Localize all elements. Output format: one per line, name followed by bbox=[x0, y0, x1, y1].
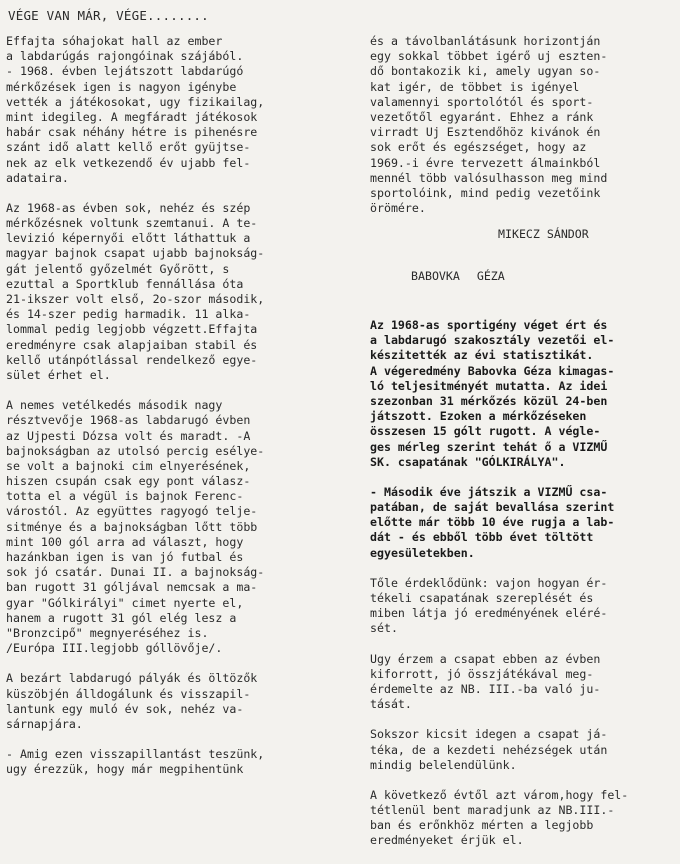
text-line: - Második éve játszik a VIZMŰ csa- bbox=[370, 484, 608, 499]
text-line: patában, de saját bevallása szerint bbox=[370, 500, 615, 515]
text-line: Ugy érzem a csapat ebben az évben bbox=[370, 651, 601, 666]
text-line: habár csak néhány hétre is pihenésre bbox=[6, 125, 258, 140]
text-line: ló teljesitményét mutatta. Az idei bbox=[370, 378, 608, 393]
text-line: résztvevője 1968-as labdarugó évben bbox=[6, 413, 251, 428]
text-line: hanem a rugott 31 gól elég lesz a bbox=[6, 610, 237, 625]
text-line: nek az elk vetkezendő év ujabb fel- bbox=[6, 155, 251, 170]
text-line: ezuttal a Sportklub fennállása óta bbox=[6, 276, 244, 291]
text-line: mindig belelendülünk. bbox=[370, 757, 517, 772]
text-line: egyesületekben. bbox=[370, 545, 475, 560]
paragraph bbox=[6, 671, 336, 732]
text-line: vezetőtől egyaránt. Ehhez a ránk bbox=[370, 109, 594, 124]
text-line: virradt Uj Esztendőhöz kivánok én bbox=[370, 125, 601, 140]
text-line: készitették az évi statisztikát. bbox=[370, 348, 594, 363]
text-line: - 1968. évben lejátszott labdarúgó bbox=[6, 64, 244, 79]
text-line: eredményeket érjük el. bbox=[370, 833, 524, 848]
text-line: szezonban 31 mérkőzés közül 24-ben bbox=[370, 393, 608, 408]
text-line: tását. bbox=[370, 697, 412, 712]
text-line: kellő utánpótlással rendelkező egye- bbox=[6, 352, 258, 367]
text-line: gát jelentő győzelmét Győrött, s bbox=[6, 261, 230, 276]
text-line: és a távolbanlátásunk horizontján bbox=[370, 34, 601, 48]
text-line: mennél több valósulhasson meg mind bbox=[370, 170, 608, 185]
text-line: kiforrott, jó összjátékával meg- bbox=[370, 666, 594, 681]
text-line: adataira. bbox=[6, 170, 69, 185]
right-column-bottom bbox=[370, 318, 675, 864]
text-line: tékeli csapatának szereplését és bbox=[370, 591, 594, 605]
text-line: sok erőt és egészséget, hogy az bbox=[370, 140, 587, 155]
paragraph bbox=[6, 398, 336, 656]
text-line: mint 100 gól arra ad választ, hogy bbox=[6, 534, 244, 549]
text-line: se volt a bajnoki cim elnyerésének, bbox=[6, 458, 251, 473]
text-line: "Bronzcipő" megnyeréséhez is. bbox=[6, 625, 209, 640]
text-line: vették a játékosokat, ugy fizikailag, bbox=[6, 94, 265, 109]
text-line: - Amig ezen visszapillantást teszünk, bbox=[6, 747, 265, 762]
text-line: téka, de a kezdeti nehézségek után bbox=[370, 742, 608, 757]
text-line: a labdarúgás rajongóinak szájából. bbox=[6, 49, 244, 64]
paragraph bbox=[370, 485, 675, 561]
paragraph bbox=[6, 34, 336, 186]
text-line: Tőle érdeklődünk: vajon hogyan ér- bbox=[370, 575, 608, 590]
paragraph bbox=[370, 788, 675, 849]
text-line: Az 1968-as évben sok, nehéz és szép bbox=[6, 200, 251, 215]
text-line: Sokszor kicsit idegen a csapat já- bbox=[370, 727, 608, 742]
text-line: gyar "Gólkirályi" cimet nyerte el, bbox=[6, 595, 244, 610]
text-line: eredményre csak alapjaiban stabil és bbox=[6, 337, 258, 352]
paragraph bbox=[370, 318, 675, 470]
text-line: sárnapjára. bbox=[6, 716, 83, 731]
article-title: VÉGE VAN MÁR, VÉGE........ bbox=[8, 8, 209, 23]
paragraph bbox=[6, 747, 336, 777]
text-line: mérkőzésnek voltunk szemtanui. A te- bbox=[6, 216, 258, 231]
text-line: szánt idő alatt kellő erőt gyüjtse- bbox=[6, 140, 251, 155]
text-line: a labdarugó szakosztály vezetői el- bbox=[370, 333, 615, 348]
text-line: összesen 15 gólt rugott. A végle- bbox=[370, 424, 601, 439]
text-line: Az 1968-as sportigény véget ért és bbox=[370, 318, 608, 332]
text-line: A következő évtől azt várom,hogy fel- bbox=[370, 787, 629, 802]
text-line: hazánkban igen is van jó futbal és bbox=[6, 550, 244, 564]
text-line: kat igér, de többet is igényel bbox=[370, 79, 580, 94]
text-line: ban és erőnkhöz mérten a legjobb bbox=[370, 818, 594, 833]
text-line: totta el a végül is bajnok Ferenc- bbox=[6, 489, 244, 504]
paragraph bbox=[370, 652, 675, 713]
text-line: előtte már több 10 éve rugja a lab- bbox=[370, 515, 615, 530]
text-line: ges mérleg szerint tehát ő a VIZMŰ bbox=[370, 439, 608, 454]
text-line: sitménye és a bajnokságban lőtt több bbox=[6, 519, 258, 534]
paragraph bbox=[370, 727, 675, 773]
text-line: hiszen csupán csak egy pont válasz- bbox=[6, 474, 251, 489]
text-line: az Ujpesti Dózsa volt és maradt. -A bbox=[6, 428, 251, 443]
text-line: Effajta sóhajokat hall az ember bbox=[6, 34, 223, 48]
text-line: játszott. Ezoken a mérkőzéseken bbox=[370, 409, 587, 424]
text-line: A nemes vetélkedés második nagy bbox=[6, 398, 223, 413]
text-line: mérkőzések igen is nagyon igénybe bbox=[6, 79, 237, 94]
right-column-top bbox=[370, 34, 675, 216]
text-line: miben látja jó eredményének eléré- bbox=[370, 606, 608, 621]
text-line: érdemelte az NB. III.-ba való ju- bbox=[370, 681, 601, 696]
paragraph bbox=[370, 576, 675, 637]
text-line: lommal pedig legjobb végzett.Effajta bbox=[6, 322, 258, 337]
text-line: sok jó csatár. Dunai II. a bajnokság- bbox=[6, 565, 265, 580]
paragraph bbox=[6, 201, 336, 383]
text-line: sét. bbox=[370, 621, 398, 636]
text-line: magyar bajnok csapat ujabb bajnokság- bbox=[6, 246, 265, 261]
text-line: küszöbjén álldogálunk és visszapil- bbox=[6, 686, 251, 701]
author-signature-mikecz: MIKECZ SÁNDOR bbox=[498, 227, 589, 241]
text-line: sület érhet el. bbox=[6, 367, 111, 382]
player-name-babovka: BABOVKA GÉZA bbox=[411, 269, 505, 283]
text-line: tétlenül bent maradjunk az NB.III.- bbox=[370, 803, 615, 818]
text-line: A bezárt labdarugó pályák és öltözők bbox=[6, 671, 258, 686]
text-line: és 14-szer pedig harmadik. 11 alka- bbox=[6, 307, 251, 322]
text-line: mint idegileg. A megfáradt játékosok bbox=[6, 109, 258, 124]
text-line: várostól. Az együttes ragyogó telje- bbox=[6, 504, 258, 519]
left-column bbox=[6, 34, 336, 792]
text-line: ugy érezzük, hogy már megpihentünk bbox=[6, 762, 244, 777]
text-line: SK. csapatának "GÓLKIRÁLYA". bbox=[370, 454, 566, 469]
text-line: valamennyi sportolótól és sport- bbox=[370, 94, 594, 109]
text-line: lantunk egy muló év sok, nehéz va- bbox=[6, 701, 244, 716]
text-line: /Európa III.legjobb góllövője/. bbox=[6, 641, 223, 656]
text-line: A végeredmény Babovka Géza kimagas- bbox=[370, 363, 615, 378]
text-line: levizió képernyői előtt láthattuk a bbox=[6, 231, 251, 246]
text-line: örömére. bbox=[370, 201, 426, 216]
text-line: bajnokságban az utolsó percig esélye- bbox=[6, 443, 265, 458]
text-line: 1969.-i évre tervezett álmainkból bbox=[370, 155, 601, 170]
text-line: ban rugott 31 góljával nemcsak a ma- bbox=[6, 580, 258, 595]
text-line: 21-ikszer volt első, 2o-szor második, bbox=[6, 292, 265, 306]
text-line: sportolóink, mind pedig vezetőink bbox=[370, 185, 601, 200]
text-line: egy sokkal többet igérő uj eszten- bbox=[370, 49, 608, 64]
text-line: dát - és ebből több évet töltött bbox=[370, 530, 594, 545]
text-line: dő bontakozik ki, amely ugyan so- bbox=[370, 64, 601, 79]
